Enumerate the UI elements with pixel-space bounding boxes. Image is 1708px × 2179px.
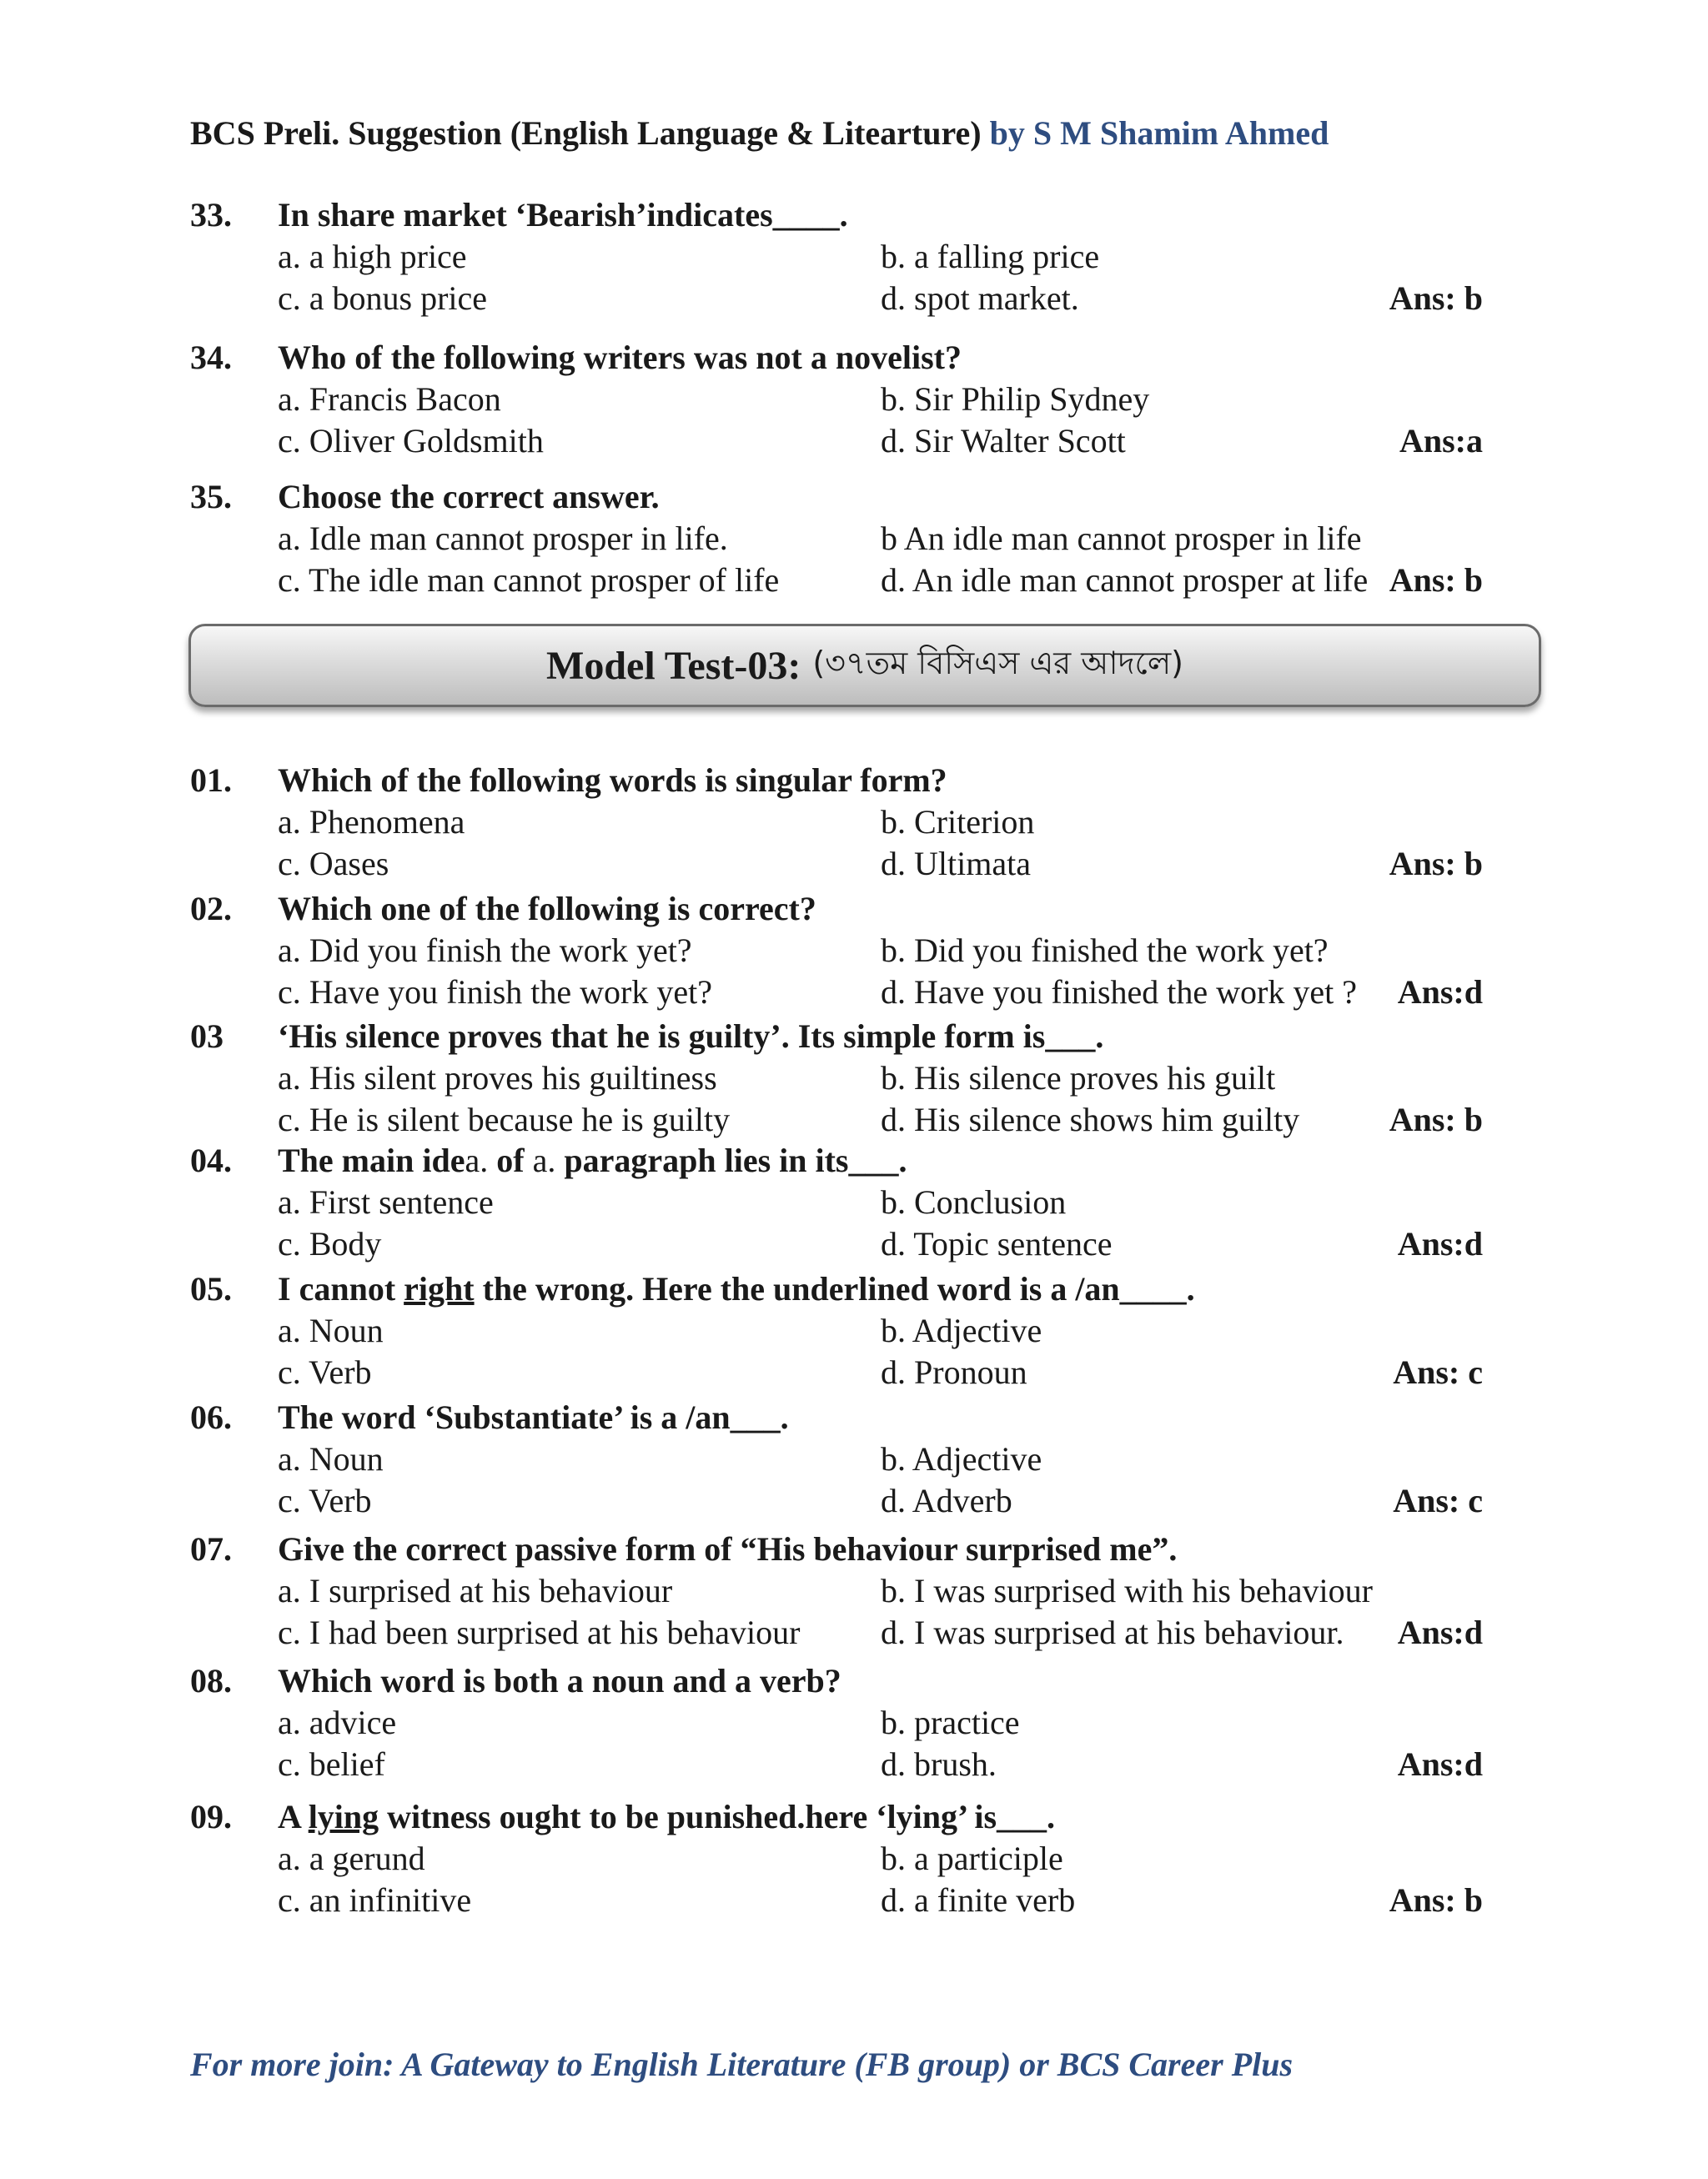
option-d: d. Pronoun — [881, 1353, 1027, 1391]
option-a: a. advice — [278, 1704, 397, 1741]
stem-part: A — [278, 1798, 309, 1835]
option-d: d. a finite verb — [881, 1881, 1076, 1919]
question-stem — [278, 1141, 907, 1180]
question-number: 09. — [190, 1798, 232, 1835]
question-number: 34. — [190, 339, 232, 376]
answer: Ans:d — [1397, 1745, 1483, 1783]
question-stem: Which one of the following is correct? — [278, 890, 816, 927]
option-a: a. Phenomena — [278, 803, 465, 841]
stem-part: I cannot — [278, 1270, 404, 1308]
option-b: b. His silence proves his guilt — [881, 1059, 1276, 1097]
underlined-word: lying — [308, 1798, 379, 1835]
stem-part: witness ought to be punished.here ‘lying’ is___. — [379, 1798, 1056, 1835]
option-b: b. Sir Philip Sydney — [881, 380, 1150, 418]
option-c: c. Have you finish the work yet? — [278, 973, 712, 1011]
question-number: 02. — [190, 890, 232, 927]
question-number: 06. — [190, 1398, 232, 1436]
option-c: c. The idle man cannot prosper of life — [278, 561, 780, 599]
question-number: 04. — [190, 1142, 232, 1179]
stem-part: a. — [532, 1142, 556, 1179]
option-d: d. I was surprised at his behaviour. — [881, 1614, 1344, 1651]
option-a: a. a high price — [278, 238, 467, 275]
option-c: c. Oases — [278, 845, 389, 882]
question-stem: ‘His silence proves that he is guilty’. Its simple form is___. — [278, 1017, 1104, 1055]
option-a: a. Idle man cannot prosper in life. — [278, 520, 728, 557]
option-b: b. Criterion — [881, 803, 1035, 841]
answer: Ans: b — [1389, 561, 1483, 599]
question-number: 33. — [190, 196, 232, 233]
option-d: d. spot market. — [881, 279, 1079, 317]
option-c: c. He is silent because he is guilty — [278, 1101, 731, 1138]
answer: Ans: c — [1393, 1482, 1483, 1519]
answer: Ans:d — [1397, 1614, 1483, 1651]
option-b: b. Conclusion — [881, 1183, 1067, 1221]
question-number: 07. — [190, 1530, 232, 1568]
option-d: d. Topic sentence — [881, 1225, 1113, 1263]
question-number: 05. — [190, 1270, 232, 1308]
option-d: d. Adverb — [881, 1482, 1012, 1519]
stem-part: the wrong. Here the underlined word is a /an____. — [474, 1270, 1195, 1308]
option-b: b. a participle — [881, 1840, 1063, 1877]
option-b: b. practice — [881, 1704, 1020, 1741]
option-c: c. I had been surprised at his behaviour — [278, 1614, 801, 1651]
banner-title: Model Test-03: — [546, 643, 801, 688]
banner-subtitle: (৩৭তম বিসিএস এর আদলে) — [812, 645, 1183, 681]
option-a: a. His silent proves his guiltiness — [278, 1059, 717, 1097]
question-stem — [278, 1797, 1055, 1836]
answer: Ans: b — [1389, 279, 1483, 317]
question-stem: Which of the following words is singular form? — [278, 761, 947, 799]
option-a: a. First sentence — [278, 1183, 494, 1221]
stem-part: of — [488, 1142, 533, 1179]
stem-part: a. — [465, 1142, 489, 1179]
option-a: a. Francis Bacon — [278, 380, 501, 418]
option-b: b. Adjective — [881, 1312, 1042, 1349]
question-number: 08. — [190, 1662, 232, 1700]
option-c: c. Verb — [278, 1482, 372, 1519]
question-stem: In share market ‘Bearish’indicates____. — [278, 196, 848, 233]
option-a: a. a gerund — [278, 1840, 425, 1877]
option-c: c. an infinitive — [278, 1881, 472, 1919]
question-stem: Choose the correct answer. — [278, 478, 660, 515]
question-number: 01. — [190, 761, 232, 799]
page-header — [190, 113, 1329, 153]
option-d: d. His silence shows him guilty — [881, 1101, 1300, 1138]
option-d: d. An idle man cannot prosper at life — [881, 561, 1369, 599]
answer: Ans:d — [1397, 1225, 1483, 1263]
option-d: d. brush. — [881, 1745, 997, 1783]
option-d: d. Have you finished the work yet ? — [881, 973, 1357, 1011]
option-a: a. Noun — [278, 1312, 384, 1349]
stem-part: paragraph lies in its___. — [555, 1142, 907, 1179]
answer: Ans:d — [1397, 973, 1483, 1011]
option-a: a. Noun — [278, 1440, 384, 1478]
option-c: c. belief — [278, 1745, 385, 1783]
question-stem: Who of the following writers was not a novelist? — [278, 339, 962, 376]
answer: Ans:a — [1399, 422, 1483, 459]
model-test-banner — [188, 624, 1541, 707]
option-d: d. Sir Walter Scott — [881, 422, 1126, 459]
question-number: 35. — [190, 478, 232, 515]
option-a: a. Did you finish the work yet? — [278, 931, 692, 969]
option-d: d. Ultimata — [881, 845, 1031, 882]
option-b: b An idle man cannot prosper in life — [881, 520, 1362, 557]
question-stem: Give the correct passive form of “His behaviour surprised me”. — [278, 1530, 1178, 1568]
option-b: b. a falling price — [881, 238, 1100, 275]
option-b: b. Adjective — [881, 1440, 1042, 1478]
option-b: b. Did you finished the work yet? — [881, 931, 1329, 969]
footer-note: For more join: A Gateway to English Literature (FB group) or BCS Career Plus — [190, 2046, 1294, 2083]
option-c: c. Verb — [278, 1353, 372, 1391]
option-a: a. I surprised at his behaviour — [278, 1572, 673, 1609]
answer: Ans: b — [1389, 845, 1483, 882]
option-c: c. a bonus price — [278, 279, 488, 317]
header-title: BCS Preli. Suggestion (English Language & Litearture) — [190, 114, 982, 152]
stem-part: The main ide — [278, 1142, 465, 1179]
question-stem — [278, 1269, 1195, 1308]
question-stem: Which word is both a noun and a verb? — [278, 1662, 841, 1700]
answer: Ans: b — [1389, 1881, 1483, 1919]
header-author: by S M Shamim Ahmed — [989, 114, 1329, 152]
option-b: b. I was surprised with his behaviour — [881, 1572, 1373, 1609]
underlined-word: right — [404, 1270, 475, 1308]
answer: Ans: c — [1393, 1353, 1483, 1391]
answer: Ans: b — [1389, 1101, 1483, 1138]
question-number: 03 — [190, 1017, 224, 1055]
option-c: c. Oliver Goldsmith — [278, 422, 544, 459]
question-stem: The word ‘Substantiate’ is a /an___. — [278, 1398, 789, 1436]
option-c: c. Body — [278, 1225, 382, 1263]
